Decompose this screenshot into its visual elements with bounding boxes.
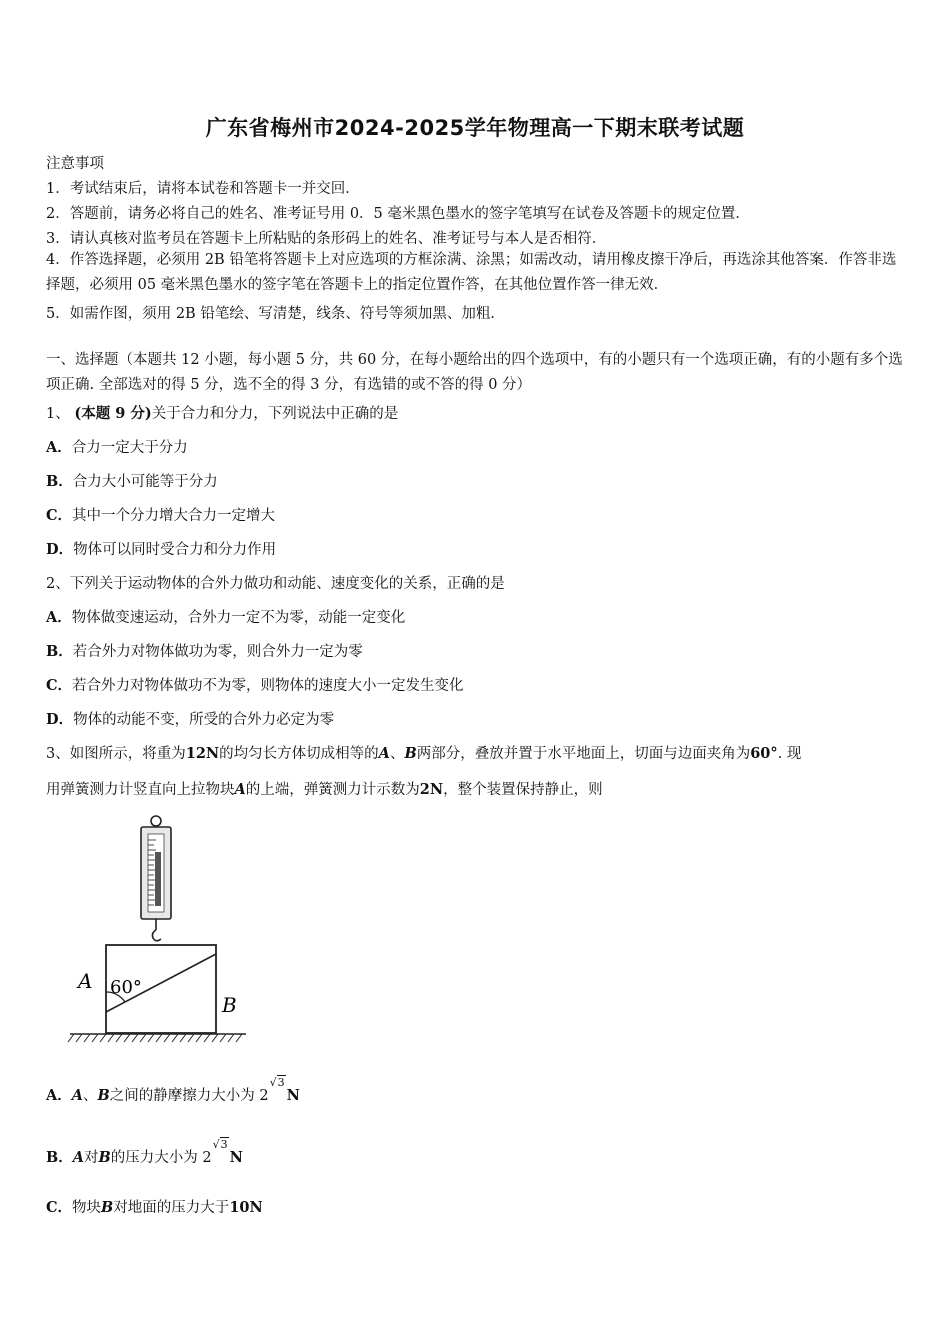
- option-label: C．: [46, 677, 73, 694]
- option-unit: N: [286, 1087, 300, 1104]
- option-b: [46, 470, 218, 491]
- stem-value: 2N: [419, 781, 444, 798]
- stem-text: ，整个装置保持静止，则: [443, 782, 603, 798]
- option-label: C．: [46, 1199, 73, 1216]
- option-value: 10N: [229, 1199, 263, 1216]
- option-label: B．: [46, 643, 73, 660]
- option-a: [46, 436, 188, 457]
- ground-hatch: [68, 1034, 242, 1042]
- sqrt-symbol: √3: [212, 1138, 228, 1151]
- stem-var: A: [234, 781, 246, 798]
- option-text: 物体的动能不变，所受的合外力必定为零: [73, 712, 335, 728]
- sqrt-radicand: 3: [220, 1138, 228, 1151]
- option-text: 对: [84, 1150, 99, 1166]
- stem-var: A: [378, 745, 390, 762]
- stem-value: 12N: [185, 745, 220, 762]
- notice-item: 1．考试结束后，请将本试卷和答题卡一并交回．: [46, 181, 360, 197]
- option-var: B: [97, 1087, 110, 1104]
- option-label: C．: [46, 507, 73, 524]
- stem-var: B: [404, 745, 417, 762]
- option-c: [46, 674, 464, 695]
- notice-item: 2．答题前，请务必将自己的姓名、准考证号用 0．5 毫米黑色墨水的签字笔填写在试卷及答题卡的规定位置．: [46, 206, 750, 222]
- option-text: 物体可以同时受合力和分力作用: [73, 542, 277, 558]
- option-d: [46, 708, 334, 729]
- option-label: D．: [46, 711, 74, 728]
- option-text: 合力大小可能等于分力: [72, 474, 218, 490]
- option-label: B．: [46, 473, 73, 490]
- option-text: 合力一定大于分力: [71, 440, 188, 456]
- scale-spring: [155, 852, 161, 906]
- question-2-stem: 2、下列关于运动物体的合外力做功和动能、速度变化的关系，正确的是: [46, 576, 505, 592]
- option-text: 之间的静摩擦力大小为 2: [109, 1088, 269, 1104]
- option-c: [46, 1196, 263, 1217]
- scale-hook: [152, 930, 161, 941]
- option-b: [46, 640, 363, 661]
- stem-text: 用弹簧测力计竖直向上拉物块: [46, 782, 235, 798]
- label-b: B: [222, 993, 237, 1017]
- question-3-stem: [46, 742, 801, 763]
- option-var: A: [71, 1087, 84, 1104]
- notice-item: 4．作答选择题，必须用 2B 铅笔将答题卡上对应选项的方框涂满、涂黑；如需改动，请用橡皮擦干净后，再选涂其他答案．作答非选择题，必须用 05 毫米黑色墨水的签字笔在答题卡上的指定位置作答，在其他位置作答一律无效．: [46, 252, 897, 293]
- option-label: A．: [46, 1087, 72, 1104]
- option-var: B: [98, 1149, 111, 1166]
- angle-label: 60°: [110, 977, 142, 998]
- stem-text: . 现: [777, 746, 802, 762]
- stem-text: 的均匀长方体切成相等的: [219, 746, 379, 762]
- notice-heading: 注意事项: [46, 156, 104, 172]
- option-text: 若合外力对物体做功为零，则合外力一定为零: [72, 644, 363, 660]
- label-a: A: [78, 969, 93, 993]
- option-unit: N: [229, 1149, 243, 1166]
- stem-text: 的上端，弹簧测力计示数为: [245, 782, 420, 798]
- section-heading: 一、选择题（本题共 12 小题，每小题 5 分，共 60 分，在每小题给出的四个选项中，有的小题只有一个选项正确，有的小题有多个选项正确. 全部选对的得 5 分，选不全的得 3 分，有选错的或不答的得 0 分）: [46, 352, 903, 393]
- option-text: 对地面的压力大于: [113, 1200, 230, 1216]
- stem-text: 两部分，叠放并置于水平地面上，切面与边面夹角为: [416, 746, 751, 762]
- stem-value: 60°: [750, 745, 778, 762]
- option-label: A．: [46, 609, 72, 626]
- option-text: 若合外力对物体做功不为零，则物体的速度大小一定发生变化: [72, 678, 464, 694]
- stem-text: 3、如图所示，将重为: [46, 746, 186, 762]
- sqrt-radicand: 3: [277, 1076, 285, 1089]
- option-a: [46, 606, 405, 627]
- option-text: 物块: [72, 1200, 102, 1216]
- option-label: B．: [46, 1149, 73, 1166]
- sqrt-symbol: √3: [269, 1076, 285, 1089]
- question-1-stem: [46, 402, 398, 423]
- option-var: B: [101, 1199, 114, 1216]
- question-3-stem-line2: [46, 778, 603, 799]
- option-text: 、: [83, 1088, 98, 1104]
- question-score: (本题 9 分): [74, 405, 152, 422]
- stem-text: 、: [389, 746, 405, 762]
- option-text: 的压力大小为 2: [110, 1150, 212, 1166]
- option-c: [46, 504, 275, 525]
- option-label: D．: [46, 541, 74, 558]
- spring-scale-figure: [60, 812, 260, 1052]
- option-text: 物体做变速运动，合外力一定不为零，动能一定变化: [71, 610, 406, 626]
- option-var: A: [72, 1149, 85, 1166]
- option-label: A．: [46, 439, 72, 456]
- notice-item: 5．如需作图，须用 2B 铅笔绘、写清楚，线条、符号等须加黑、加粗．: [46, 306, 505, 322]
- question-text: 关于合力和分力，下列说法中正确的是: [151, 406, 399, 422]
- option-a: [46, 1076, 300, 1105]
- option-b: [46, 1138, 243, 1167]
- option-d: [46, 538, 276, 559]
- question-number: 1、: [46, 406, 70, 422]
- option-text: 其中一个分力增大合力一定增大: [72, 508, 276, 524]
- page-title: 广东省梅州市2024-2025学年物理高一下期末联考试题: [205, 116, 745, 140]
- notice-item: 3．请认真核对监考员在答题卡上所粘贴的条形码上的姓名、准考证号与本人是否相符．: [46, 231, 607, 247]
- scale-top-ring: [151, 816, 161, 826]
